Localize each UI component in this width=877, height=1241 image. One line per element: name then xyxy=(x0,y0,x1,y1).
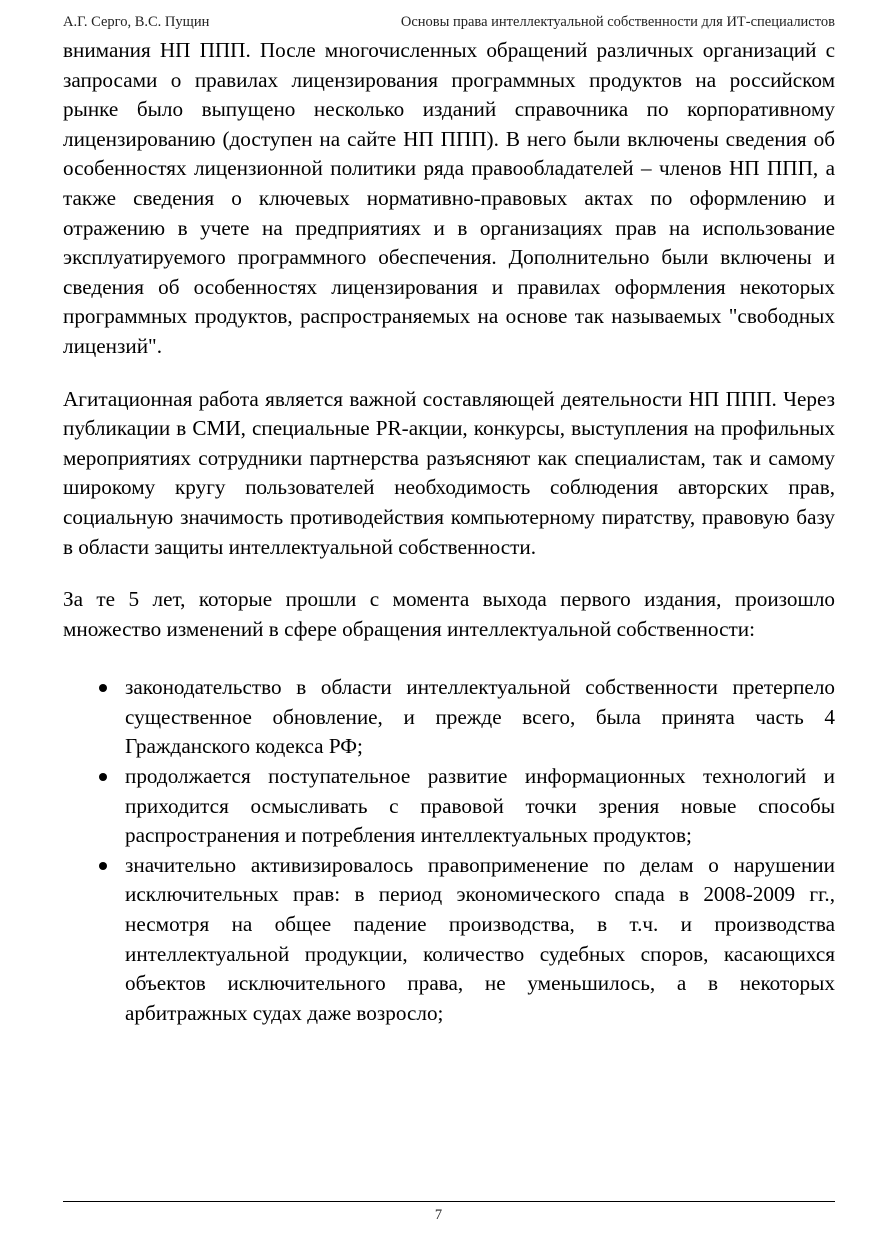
paragraph-agitation: Агитационная работа является важной составляющей деятельности НП ППП. Через публикации в СМИ, специальные PR-акции, конкурсы, выступления на профильных мероприятиях сотрудники партнерства разъясняют как специалистам, так и самому широкому кругу пользователей необходимость соблюдения авторских прав, социальную значимость противодействия компьютерному пиратству, правовую базу в области защиты интеллектуальной собственности. xyxy=(63,386,835,559)
list-item-text: значительно активизировалось правоприменение по делам о нарушении исключительных прав: в период экономического спада в 2008-2009 гг., несмотря на общее падение производства, в т.ч. и производства интеллектуальной продукции, количество судебных споров, касающихся объектов исключительного права, не уменьшилось, а в некоторых арбитражных судах даже возросло; xyxy=(125,852,835,1025)
paragraph-changes-intro: За те 5 лет, которые прошли с момента выхода первого издания, произошло множество изменений в сфере обращения интеллектуальной собственности: xyxy=(63,587,835,641)
header-book-title: Основы права интеллектуальной собственности для ИТ-специалистов xyxy=(400,14,835,30)
footer-divider xyxy=(63,1201,835,1202)
bullet-icon xyxy=(99,773,107,781)
changes-list xyxy=(63,673,835,1028)
header-authors: А.Г. Серго, В.С. Пущин xyxy=(63,14,210,30)
page-body xyxy=(63,36,835,1028)
list-item-text: законодательство в области интеллектуальной собственности претерпело существенное обновление, и прежде всего, была принята часть 4 Гражданского кодекса РФ; xyxy=(125,675,835,759)
page-number: 7 xyxy=(434,1207,443,1223)
bullet-icon xyxy=(99,684,107,692)
list-item-text: продолжается поступательное развитие информационных технологий и приходится осмысливать с правовой точки зрения новые способы распространения и потребления интеллектуальных продуктов; xyxy=(125,764,835,848)
list-item xyxy=(63,851,835,1029)
bullet-icon xyxy=(99,862,107,870)
list-item xyxy=(63,673,835,762)
running-header xyxy=(63,12,835,32)
paragraph-continuation: внимания НП ППП. После многочисленных обращений различных организаций с запросами о правилах лицензирования программных продуктов на российском рынке было выпущено несколько изданий справочника по корпоративному лицензированию (доступен на сайте НП ППП). В него были включены сведения об особенностях лицензионной политики ряда правообладателей – членов НП ППП, а также сведения о ключевых нормативно-правовых актах по оформлению и отражению в учете на предприятиях и в организациях прав на использование эксплуатируемого программного обеспечения. Дополнительно были включены и сведения об особенностях лицензирования и правилах оформления некоторых программных продуктов, распространяемых на основе так называемых "свободных лицензий". xyxy=(63,38,835,358)
list-item xyxy=(63,762,835,851)
